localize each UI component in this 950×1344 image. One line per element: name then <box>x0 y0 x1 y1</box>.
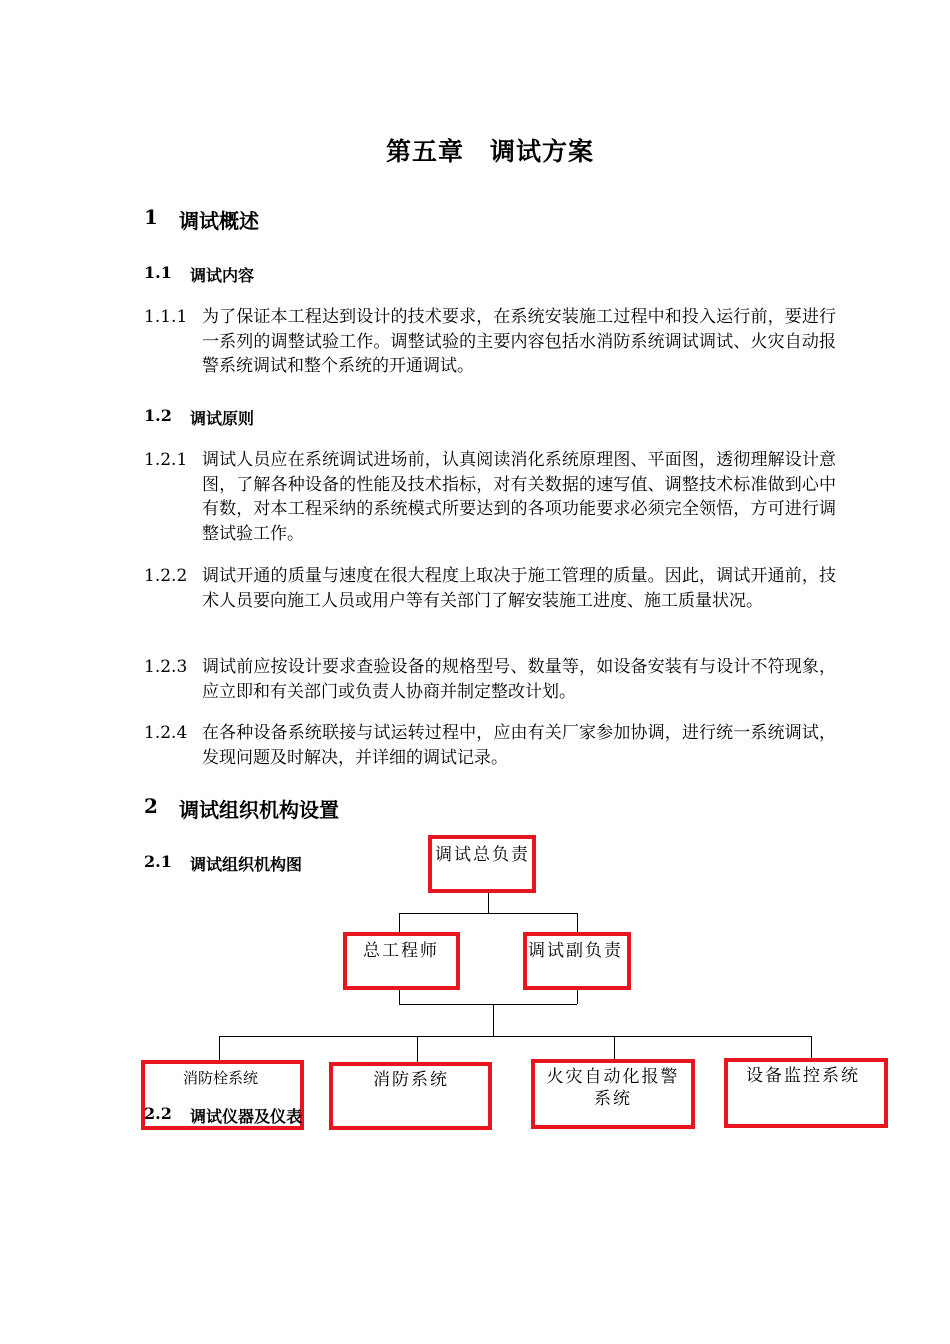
org-box-level3: 消防栓系统 <box>141 1060 304 1130</box>
connector-line <box>219 1036 811 1037</box>
org-box-level3: 消防系统 <box>329 1062 492 1130</box>
paragraph: 1.2.1 调试人员应在系统调试进场前，认真阅读消化系统原理图、平面图，透彻理解设计意图，了解各种设备的性能及技术指标，对有关数据的速写值、调整技术标准做到心中有数，对本工程采纳的系统模式所要达到的各项功能要求必须完全领悟，方可进行调整试验工作。 <box>144 450 836 544</box>
org-box-level2: 调试副负责 <box>523 932 631 990</box>
paragraph: 1.2.2 调试开通的质量与速度在很大程度上取决于施工管理的质量。因此，调试开通前，技术人员要向施工人员或用户等有关部门了解安装施工进度、施工质量状况。 <box>144 566 836 611</box>
connector-line <box>399 989 400 1004</box>
paragraph: 1.1.1 为了保证本工程达到设计的技术要求，在系统安装施工过程中和投入运行前，要进行一系列的调整试验工作。调整试验的主要内容包括水消防系统调试调试、火灾自动报警系统调试和整个系统的开通调试。 <box>144 307 836 376</box>
connector-line <box>417 1036 418 1063</box>
connector-line <box>219 1036 220 1061</box>
connector-line <box>399 913 400 933</box>
subsection-heading: 2.2 调试仪器及仪表 <box>144 1104 303 1126</box>
connector-line <box>811 1036 812 1059</box>
connector-line <box>493 1004 494 1036</box>
org-box-level3: 设备监控系统 <box>724 1058 888 1128</box>
connector-line <box>399 1004 577 1005</box>
org-box-level3: 火灾自动化报警系统 <box>531 1059 695 1129</box>
connector-line <box>577 989 578 1004</box>
connector-line <box>399 913 577 914</box>
paragraph: 1.2.3 调试前应按设计要求查验设备的规格型号、数量等，如设备安装有与设计不符现象，应立即和有关部门或负责人协商并制定整改计划。 <box>144 657 836 702</box>
connector-line <box>577 913 578 933</box>
connector-line <box>614 1036 615 1060</box>
connector-line <box>488 892 489 914</box>
paragraph: 1.2.4 在各种设备系统联接与试运转过程中，应由有关厂家参加协调，进行统一系统调试，发现问题及时解决，并详细的调试记录。 <box>144 723 836 768</box>
chapter-title: 第五章 调试方案 <box>385 137 594 166</box>
org-box-top: 调试总负责 <box>428 835 536 893</box>
org-box-level2: 总工程师 <box>343 932 460 990</box>
